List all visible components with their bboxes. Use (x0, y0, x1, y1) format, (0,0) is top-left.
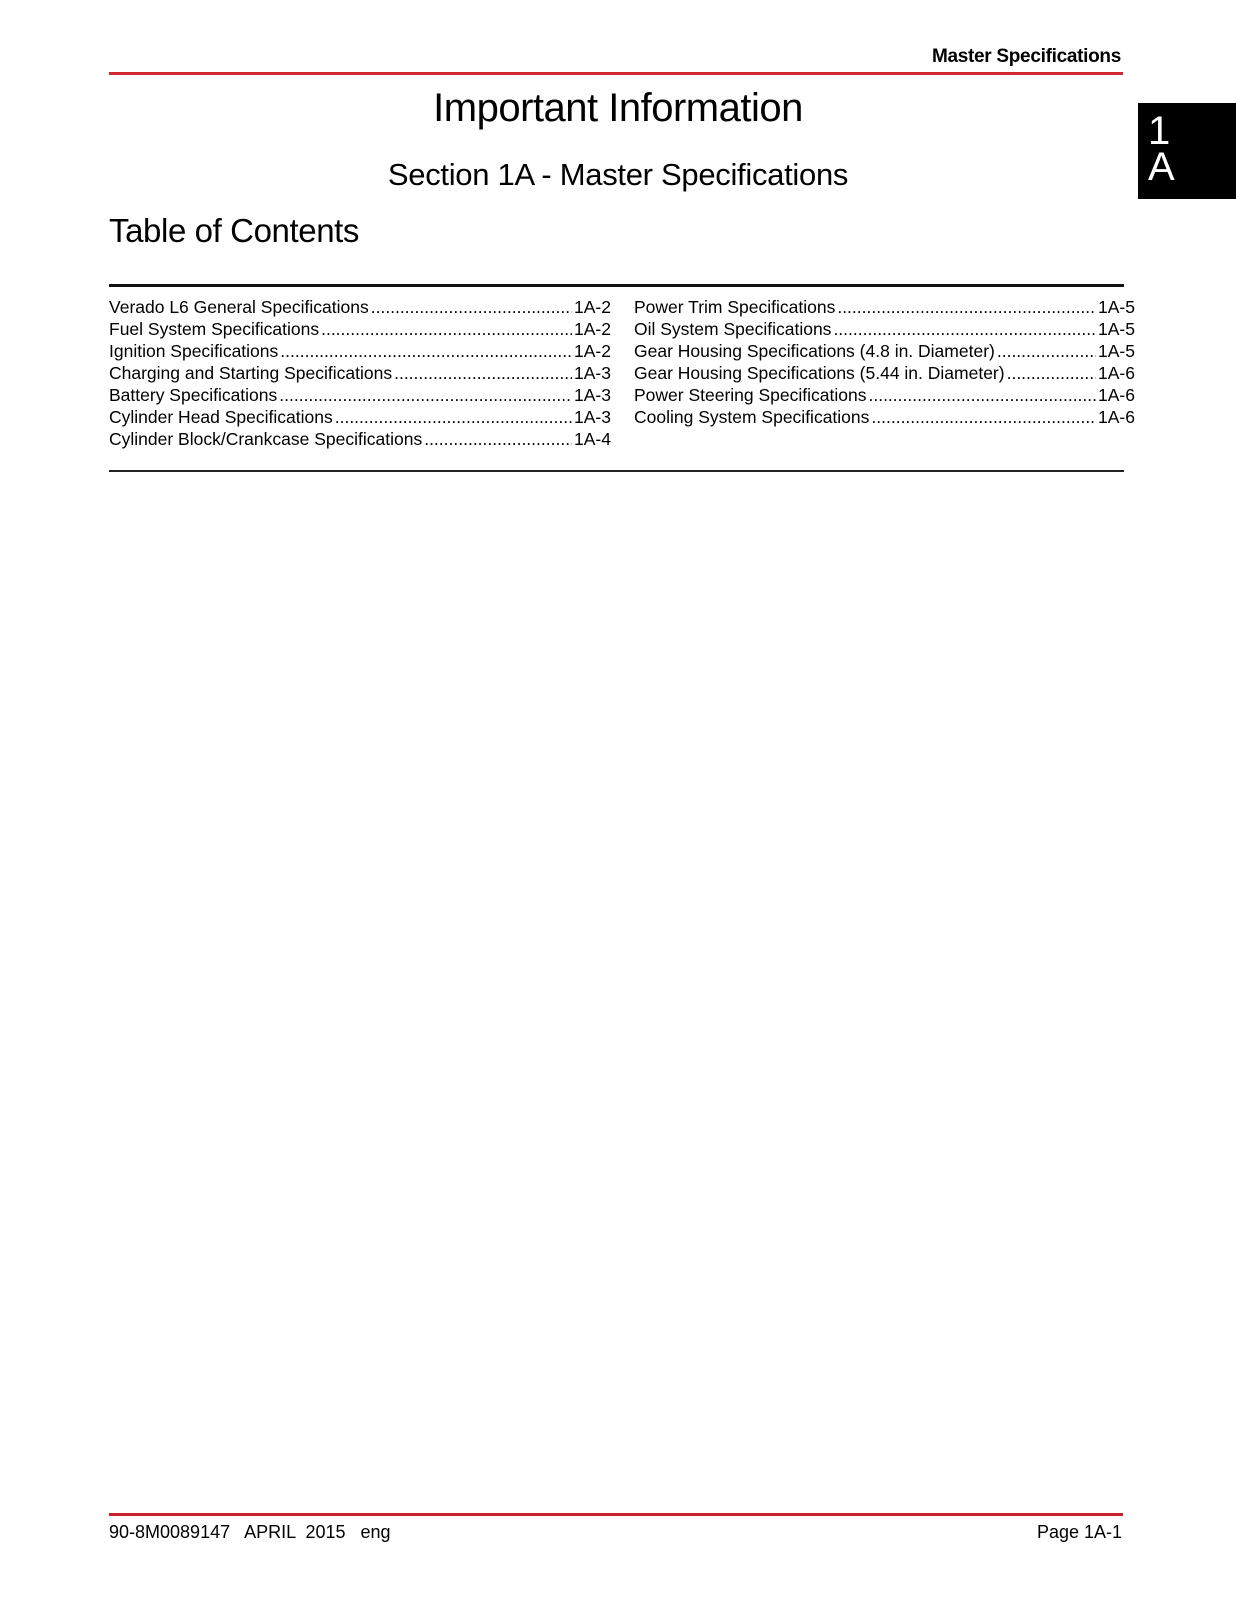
toc-entry-page[interactable]: 1A-6 (1098, 407, 1135, 427)
toc-leader-dots (868, 384, 1096, 406)
toc-heading: Table of Contents (109, 212, 360, 249)
toc-entry[interactable] (634, 362, 1135, 384)
page-title: Important Information (433, 86, 803, 130)
toc-entry-page[interactable]: 1A-3 (574, 385, 611, 405)
toc-entry-title[interactable]: Power Trim Specifications (634, 297, 836, 317)
toc-leader-dots (280, 340, 572, 362)
toc-bottom-divider (109, 470, 1124, 472)
toc-top-divider (109, 284, 1124, 287)
toc-entry-title[interactable]: Charging and Starting Specifications (109, 363, 393, 383)
toc-entry[interactable] (109, 406, 611, 428)
footer-red-rule (109, 1513, 1123, 1516)
toc-entry[interactable] (634, 318, 1135, 340)
toc-entry[interactable] (634, 384, 1135, 406)
footer-document-id: 90-8M0089147 APRIL 2015 eng (109, 1522, 391, 1542)
toc-entry-page[interactable]: 1A-3 (574, 407, 611, 427)
toc-leader-dots (335, 406, 572, 428)
toc-leader-dots (371, 296, 572, 318)
toc-entry-title[interactable]: Fuel System Specifications (109, 319, 320, 339)
toc-entry-page[interactable]: 1A-5 (1098, 297, 1135, 317)
running-header-title: Master Specifications (931, 46, 1121, 67)
toc-entry-title[interactable]: Oil System Specifications (634, 319, 832, 339)
toc-entry[interactable] (634, 296, 1135, 318)
toc-entry-page[interactable]: 1A-2 (574, 319, 611, 339)
section-subtitle: Section 1A - Master Specifications (387, 157, 849, 192)
toc-entry-title[interactable]: Cylinder Head Specifications (109, 407, 333, 427)
toc-entry[interactable] (634, 340, 1135, 362)
toc-leader-dots (1007, 362, 1096, 384)
toc-entry-page[interactable]: 1A-4 (574, 429, 611, 449)
header-red-rule (109, 72, 1123, 75)
toc-entry-page[interactable]: 1A-6 (1098, 363, 1135, 383)
toc-entry-page[interactable]: 1A-5 (1098, 341, 1135, 361)
toc-entry-title[interactable]: Verado L6 General Specifications (109, 297, 369, 317)
toc-entry-page[interactable]: 1A-2 (574, 297, 611, 317)
toc-left-column (109, 296, 611, 450)
toc-entry-page[interactable]: 1A-6 (1098, 385, 1135, 405)
toc-entry-page[interactable]: 1A-5 (1098, 319, 1135, 339)
toc-leader-dots (394, 362, 572, 384)
toc-leader-dots (871, 406, 1096, 428)
toc-entry-title[interactable]: Cylinder Block/Crankcase Specifications (109, 429, 423, 449)
toc-entry[interactable] (109, 428, 611, 450)
section-tab-letter: A (1148, 145, 1175, 189)
toc-entry[interactable] (109, 340, 611, 362)
toc-entry-title[interactable]: Battery Specifications (109, 385, 278, 405)
section-tab-number: 1 (1148, 109, 1171, 153)
toc-entry-page[interactable]: 1A-2 (574, 341, 611, 361)
toc-entry[interactable] (109, 362, 611, 384)
toc-entry[interactable] (109, 318, 611, 340)
toc-leader-dots (997, 340, 1096, 362)
toc-entry[interactable] (109, 384, 611, 406)
toc-right-column (634, 296, 1135, 428)
toc-entry-page[interactable]: 1A-3 (574, 363, 611, 383)
toc-leader-dots (321, 318, 572, 340)
toc-entry[interactable] (109, 296, 611, 318)
toc-entry[interactable] (634, 406, 1135, 428)
footer-page-number: Page 1A-1 (1036, 1522, 1122, 1542)
toc-entry-title[interactable]: Gear Housing Specifications (4.8 in. Diameter) (634, 341, 995, 361)
toc-leader-dots (279, 384, 572, 406)
toc-entry-title[interactable]: Ignition Specifications (109, 341, 279, 361)
toc-entry-title[interactable]: Cooling System Specifications (634, 407, 870, 427)
toc-leader-dots (833, 318, 1096, 340)
toc-entry-title[interactable]: Gear Housing Specifications (5.44 in. Diameter) (634, 363, 1005, 383)
toc-leader-dots (424, 428, 572, 450)
toc-entry-title[interactable]: Power Steering Specifications (634, 385, 867, 405)
toc-leader-dots (837, 296, 1096, 318)
